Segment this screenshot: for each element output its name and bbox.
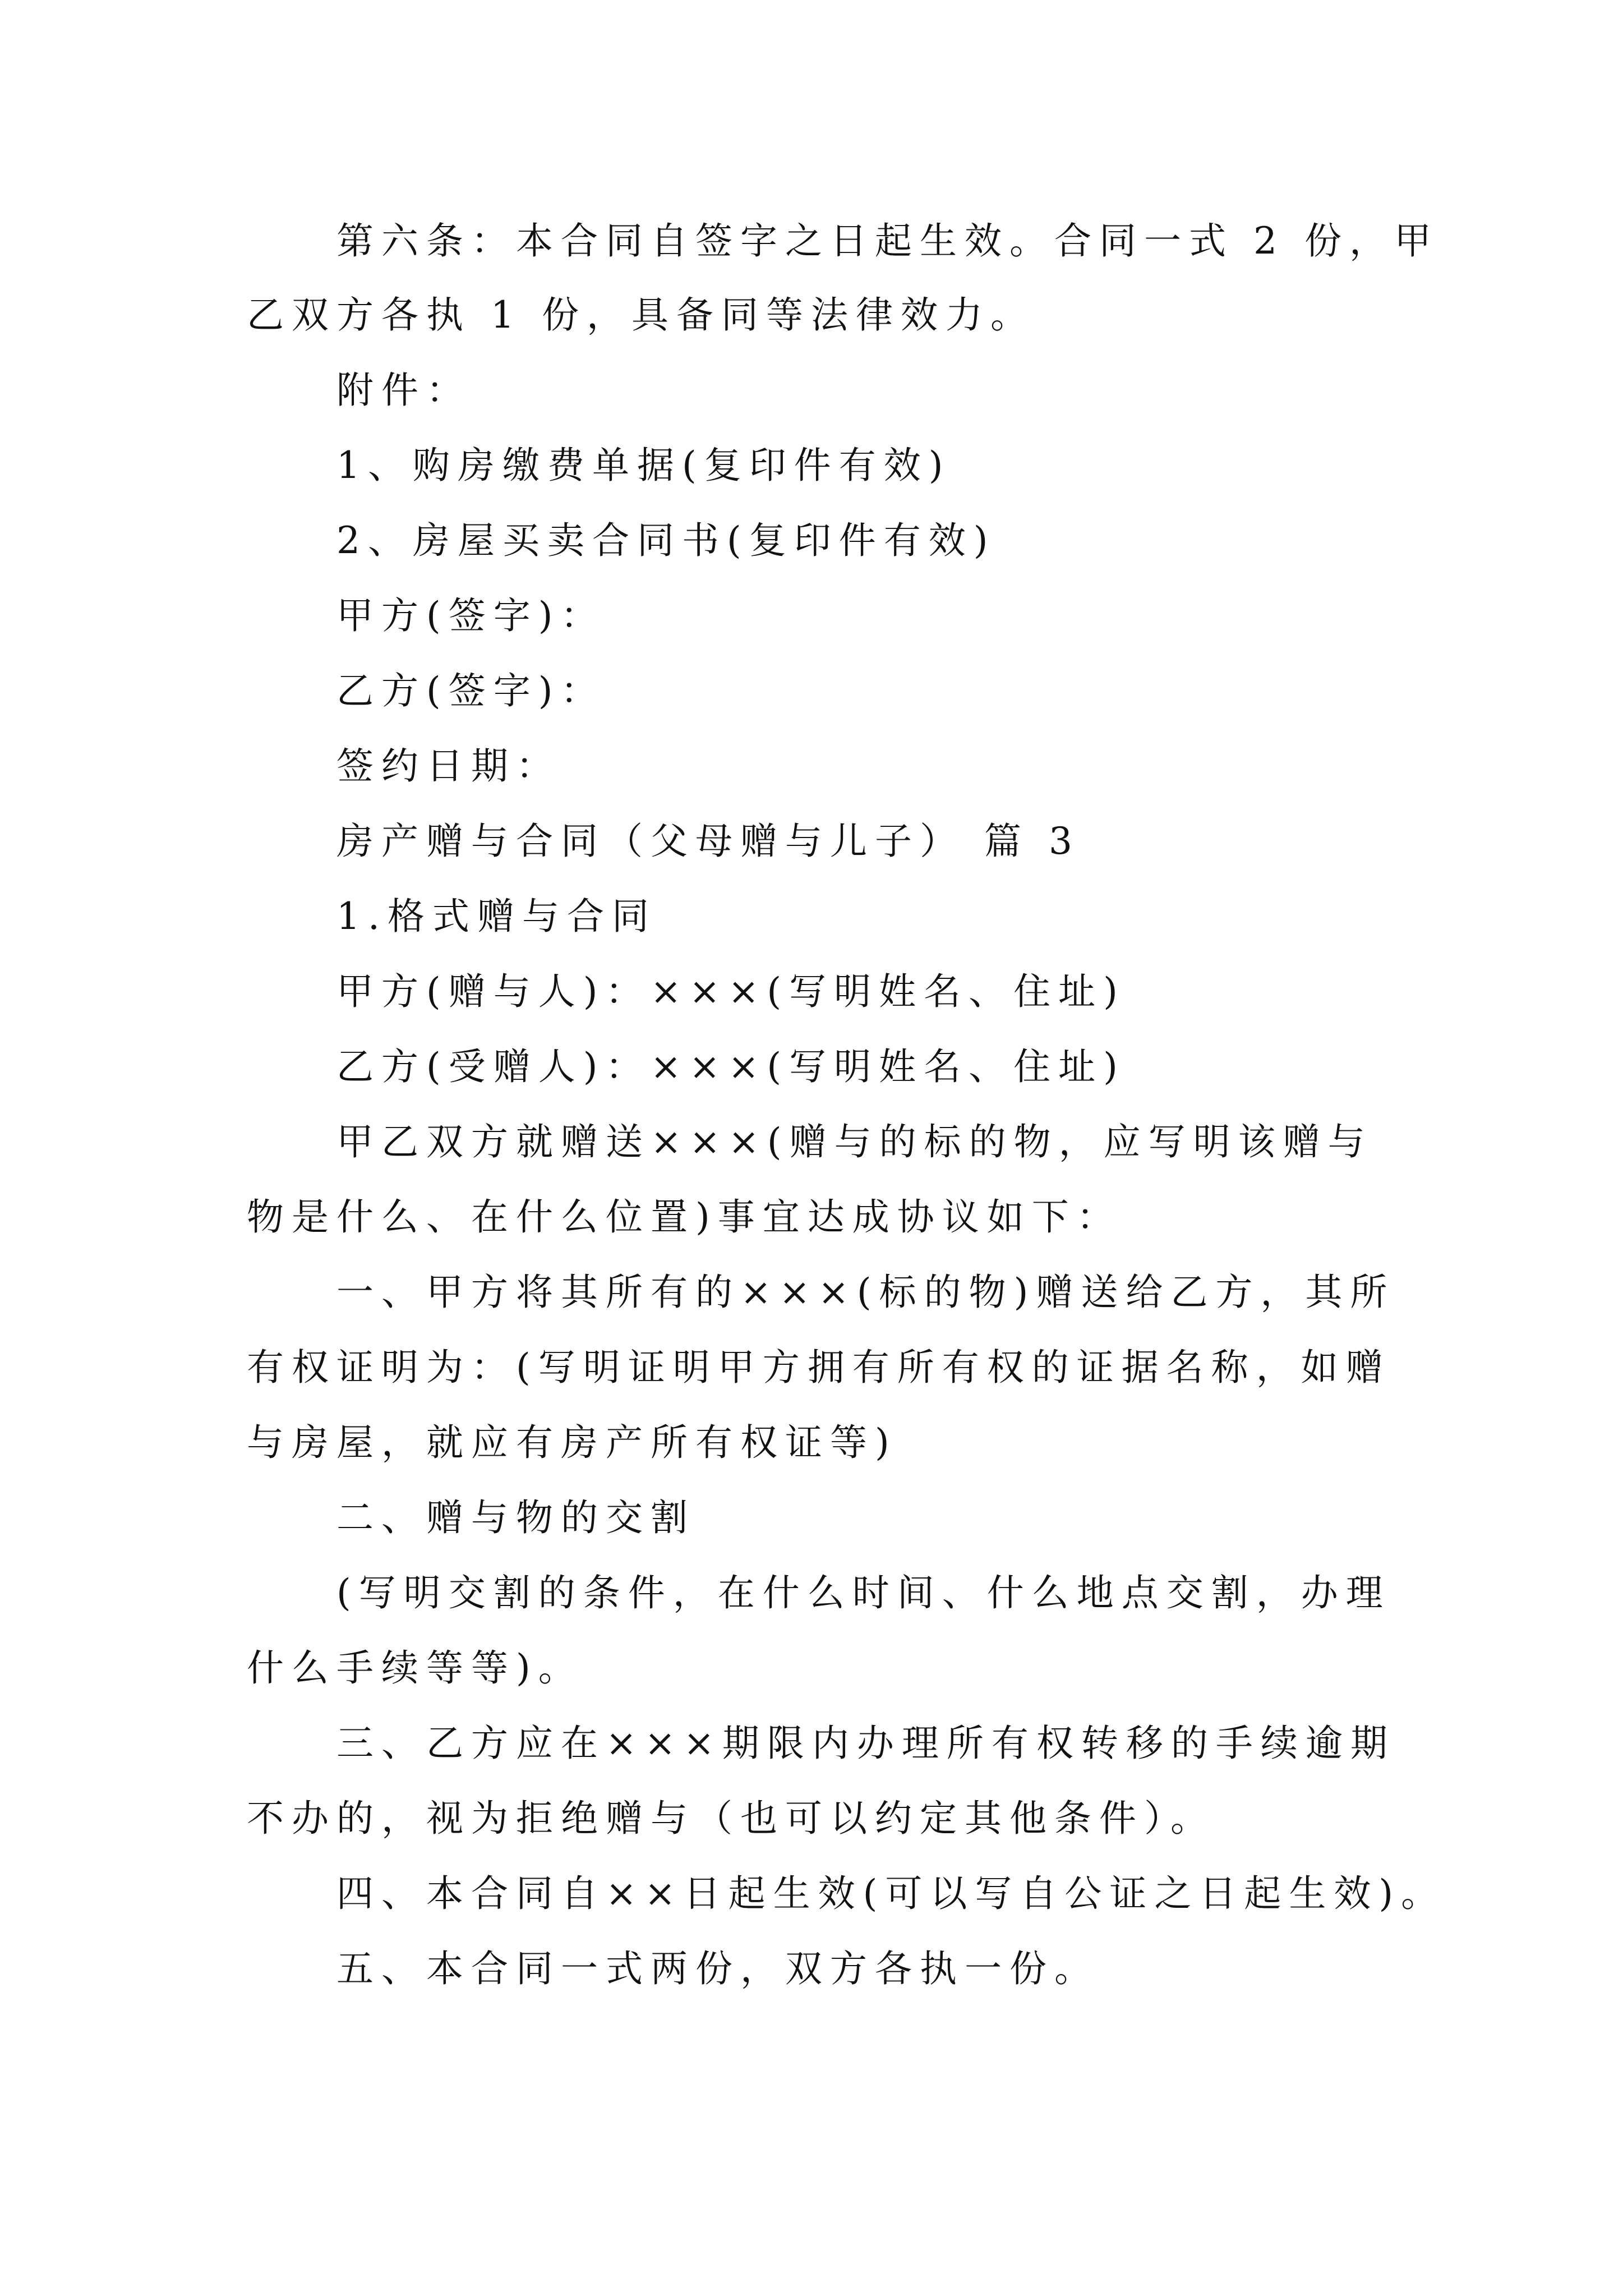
- article-6-line-2: 乙双方各执 1 份，具备同等法律效力。: [247, 293, 1035, 337]
- clause-4: 四、本合同自××日起生效(可以写自公证之日起生效)。: [336, 1872, 1446, 1915]
- clause-3-line-1: 三、乙方应在×××期限内办理所有权转移的手续逾期: [336, 1722, 1395, 1765]
- party-b-signature: 乙方(签字)：: [336, 669, 606, 712]
- party-a-donor: 甲方(赠与人)：×××(写明姓名、住址): [336, 970, 1126, 1013]
- clause-1-line-3: 与房屋，就应有房产所有权证等): [247, 1421, 897, 1464]
- clause-3-line-2: 不办的，视为拒绝赠与（也可以约定其他条件）。: [247, 1797, 1215, 1840]
- attachment-item-1: 1、购房缴费单据(复印件有效): [336, 444, 951, 487]
- attachments-heading: 附件：: [336, 369, 471, 412]
- clause-1-line-1: 一、甲方将其所有的×××(标的物)赠送给乙方，其所: [336, 1271, 1395, 1314]
- clause-5: 五、本合同一式两份，双方各执一份。: [336, 1947, 1099, 1990]
- attachment-item-2: 2、房屋买卖合同书(复印件有效): [336, 519, 996, 562]
- agreement-intro-line-1: 甲乙双方就赠送×××(赠与的标的物，应写明该赠与: [336, 1120, 1373, 1163]
- clause-2-heading: 二、赠与物的交割: [336, 1496, 695, 1539]
- article-6-line-1: 第六条：本合同自签字之日起生效。合同一式 2 份，甲: [336, 219, 1439, 263]
- clause-1-line-2: 有权证明为：(写明证明甲方拥有所有权的证据名称，如赠: [247, 1346, 1391, 1389]
- subsection-title: 1.格式赠与合同: [336, 895, 657, 938]
- signing-date: 签约日期：: [336, 744, 561, 788]
- clause-2-line-1: (写明交割的条件，在什么时间、什么地点交割，办理: [336, 1571, 1391, 1614]
- party-b-donee: 乙方(受赠人)：×××(写明姓名、住址): [336, 1045, 1126, 1088]
- section-title: 房产赠与合同（父母赠与儿子） 篇 3: [336, 820, 1080, 863]
- party-a-signature: 甲方(签字)：: [336, 594, 606, 637]
- agreement-intro-line-2: 物是什么、在什么位置)事宜达成协议如下：: [247, 1195, 1122, 1239]
- clause-2-line-2: 什么手续等等)。: [247, 1646, 583, 1690]
